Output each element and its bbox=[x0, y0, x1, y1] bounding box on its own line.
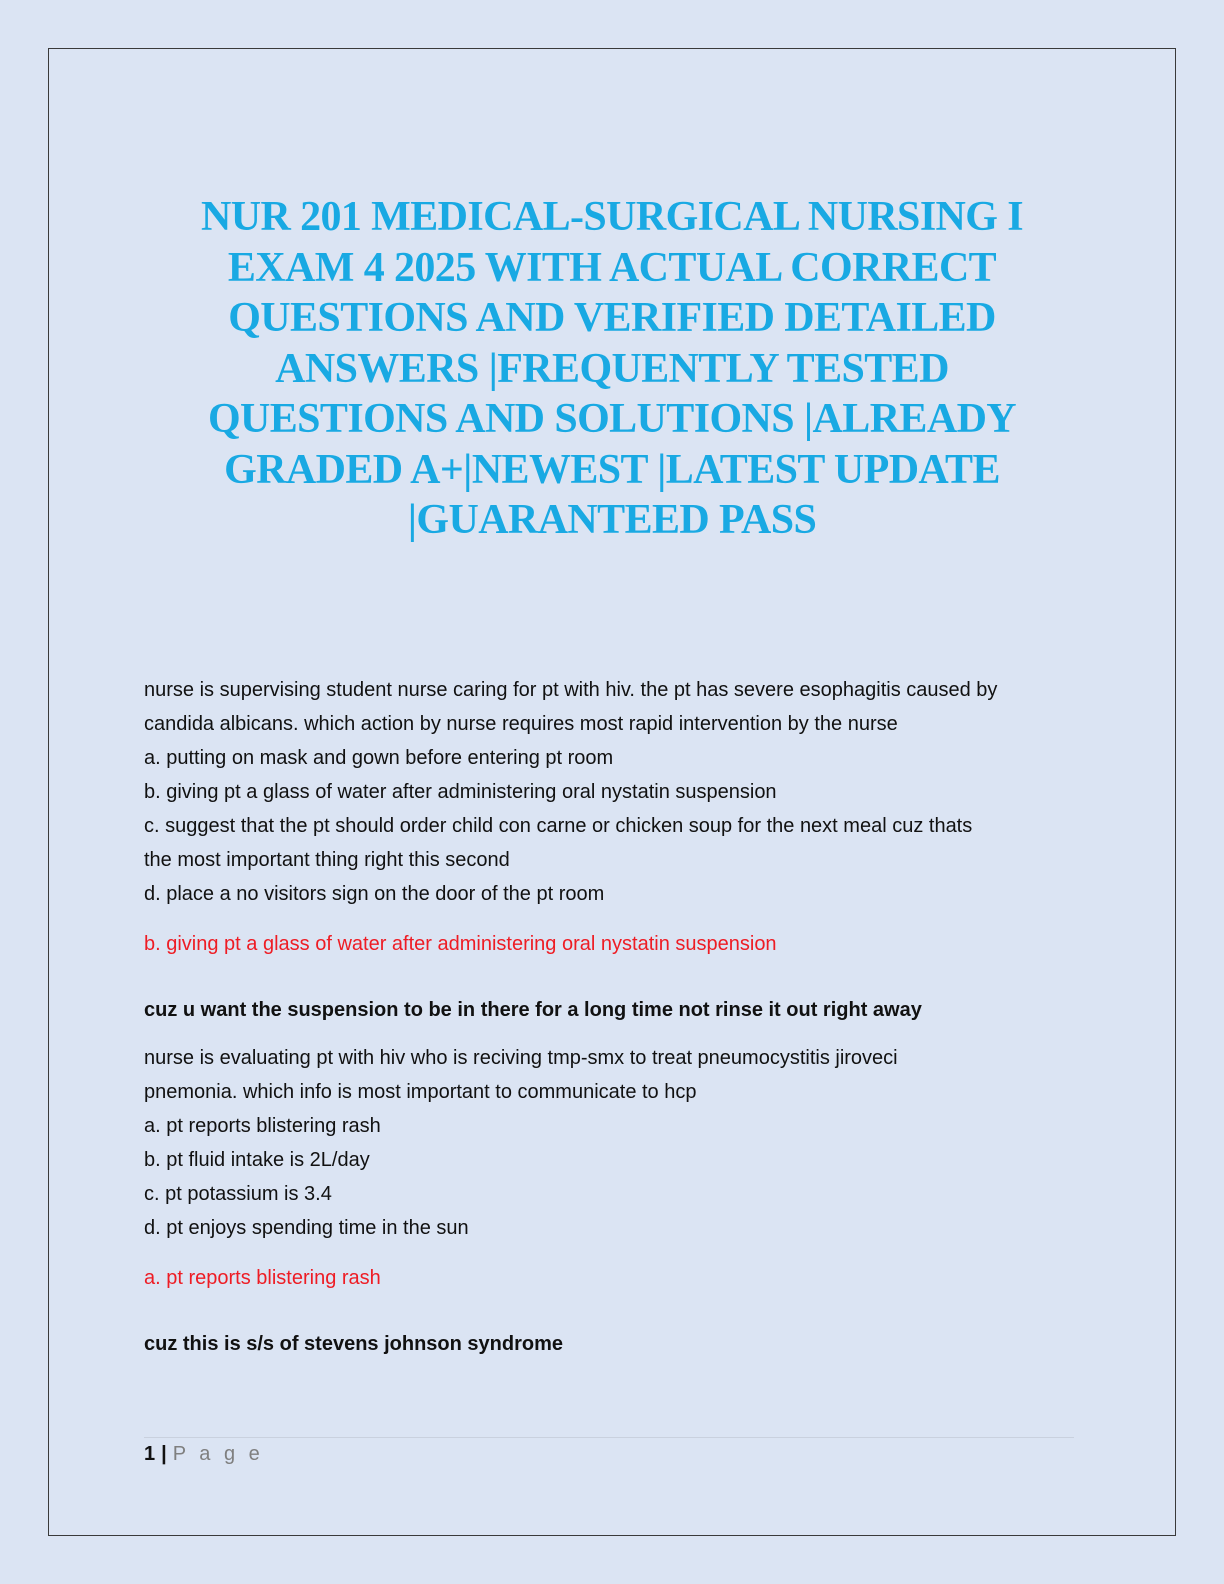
question-stem-line: nurse is supervising student nurse caring for pt with hiv. the pt has severe esophagitis caused by bbox=[144, 679, 998, 701]
question-option: the most important thing right this second bbox=[144, 849, 510, 871]
footer-separator: | bbox=[161, 1443, 167, 1465]
title-line: QUESTIONS AND SOLUTIONS |ALREADY bbox=[207, 396, 1017, 442]
question-option: d. pt enjoys spending time in the sun bbox=[144, 1217, 469, 1239]
question-option: a. pt reports blistering rash bbox=[144, 1115, 381, 1137]
title-line: GRADED A+|NEWEST |LATEST UPDATE bbox=[224, 446, 1000, 493]
question-option: d. place a no visitors sign on the door of the pt room bbox=[144, 883, 605, 905]
title-line: ANSWERS |FREQUENTLY TESTED bbox=[275, 345, 949, 392]
question-stem-line: pnemonia. which info is most important to communicate to hcp bbox=[144, 1081, 697, 1103]
correct-answer: b. giving pt a glass of water after administering oral nystatin suspension bbox=[144, 933, 777, 955]
title-line: |GUARANTEED PASS bbox=[407, 497, 817, 543]
question-stem-line: nurse is evaluating pt with hiv who is reciving tmp-smx to treat pneumocystitis jiroveci bbox=[144, 1047, 898, 1069]
title-line: EXAM 4 2025 WITH ACTUAL CORRECT bbox=[227, 244, 997, 291]
question-option: a. putting on mask and gown before entering pt room bbox=[144, 747, 614, 769]
title-line: QUESTIONS AND VERIFIED DETAILED bbox=[228, 295, 996, 341]
page-number: 1 bbox=[144, 1443, 156, 1465]
question-stem-line: candida albicans. which action by nurse requires most rapid intervention by the nurse bbox=[144, 713, 898, 735]
question-option: b. giving pt a glass of water after administering oral nystatin suspension bbox=[144, 781, 777, 803]
question-option: b. pt fluid intake is 2L/day bbox=[144, 1149, 370, 1171]
answer-rationale: cuz this is s/s of stevens johnson syndrome bbox=[144, 1333, 563, 1355]
page-footer bbox=[144, 1440, 264, 1468]
footer-divider bbox=[144, 1437, 1074, 1438]
title-line: NUR 201 MEDICAL-SURGICAL NURSING I bbox=[200, 194, 1024, 240]
page-label: P a g e bbox=[172, 1443, 264, 1465]
question-option: c. pt potassium is 3.4 bbox=[144, 1183, 332, 1205]
question-2 bbox=[144, 1041, 1084, 1245]
answer-rationale: cuz u want the suspension to be in there for a long time not rinse it out right away bbox=[144, 999, 922, 1021]
document-title bbox=[150, 192, 1074, 546]
document-body bbox=[144, 673, 1084, 1361]
question-option: c. suggest that the pt should order child con carne or chicken soup for the next meal cuz thats bbox=[144, 815, 973, 837]
correct-answer: a. pt reports blistering rash bbox=[144, 1267, 381, 1289]
question-1 bbox=[144, 673, 1084, 911]
